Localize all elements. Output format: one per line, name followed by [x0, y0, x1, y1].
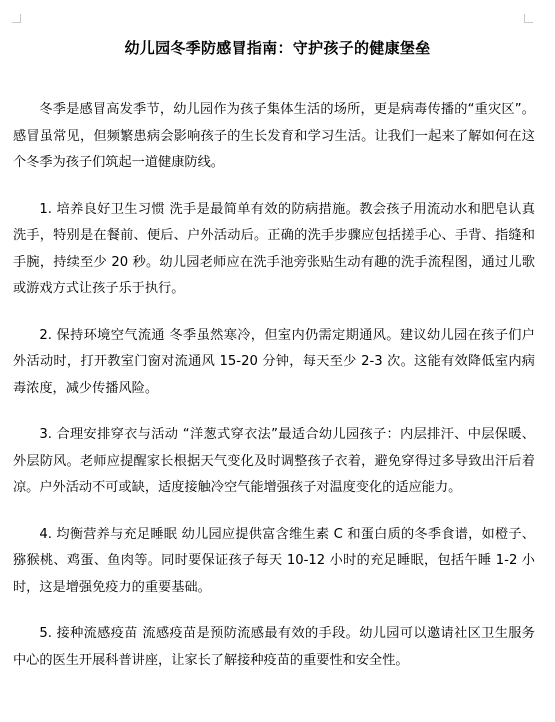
tip-nutrition-sleep-paragraph: 4. 均衡营养与充足睡眠 幼儿园应提供富含维生素 C 和蛋白质的冬季食谱，如橙子、猕猴桃、鸡蛋、鱼肉等。同时要保证孩子每天 10-12 小时的充足睡眠，包括午睡 1-2 小时，这是增强免疫力的重要基础。: [13, 526, 535, 595]
page-corner-mark-top-right: [524, 14, 533, 23]
intro-paragraph: 冬季是感冒高发季节，幼儿园作为孩子集体生活的场所，更是病毒传播的“重灾区”。感冒虽常见，但频繁患病会影响孩子的生长发育和学习生活。让我们一起来了解如何在这个冬季为孩子们筑起一道健康防线。: [13, 102, 535, 170]
tip-clothing-paragraph: 3. 合理安排穿衣与活动 “洋葱式穿衣法”最适合幼儿园孩子：内层排汗、中层保暖、外层防风。老师应提醒家长根据天气变化及时调整孩子衣着，避免穿得过多导致出汗后着凉。户外活动不可或缺，适度接触冷空气能增强孩子对温度变化的适应能力。: [13, 427, 535, 495]
page-corner-mark-top-left: [12, 14, 21, 23]
tip-vaccine-paragraph: 5. 接种流感疫苗 流感疫苗是预防流感最有效的手段。幼儿园可以邀请社区卫生服务中心的医生开展科普讲座，让家长了解接种疫苗的重要性和安全性。: [13, 626, 535, 668]
tip-hygiene-paragraph: 1. 培养良好卫生习惯 洗手是最简单有效的防病措施。教会孩子用流动水和肥皂认真洗手，特别是在餐前、便后、户外活动后。正确的洗手步骤应包括搓手心、手背、指缝和手腕，持续至少 20 秒。幼儿园老师应在洗手池旁张贴生动有趣的洗手流程图，通过儿歌或游戏方式让孩子乐于执行。: [13, 201, 535, 296]
tip-ventilation-paragraph: 2. 保持环境空气流通 冬季虽然寒冷，但室内仍需定期通风。建议幼儿园在孩子们户外活动时，打开教室门窗对流通风 15-20 分钟，每天至少 2-3 次。这能有效降低室内病毒浓度，减少传播风险。: [13, 327, 535, 396]
document-body: [13, 97, 535, 694]
document-title: 幼儿园冬季防感冒指南：守护孩子的健康堡垒: [124, 39, 431, 57]
